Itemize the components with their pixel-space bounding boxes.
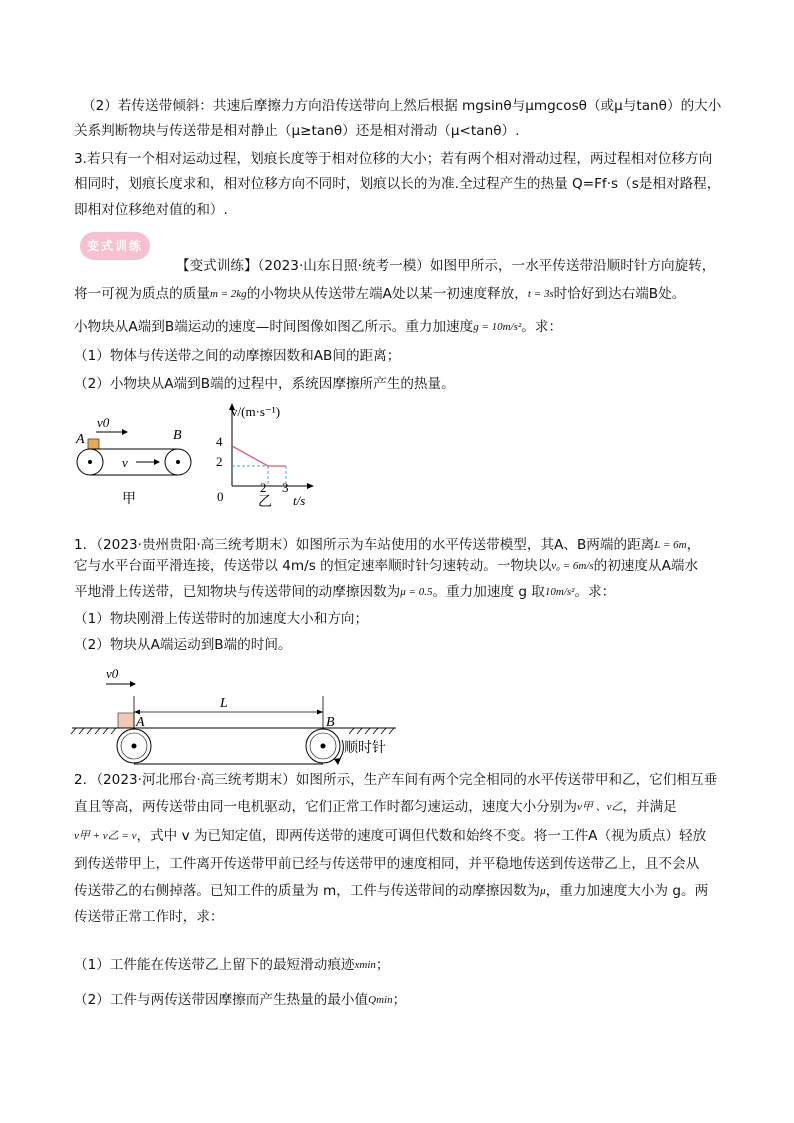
left-axle	[132, 744, 137, 749]
p2-line-2: 直且等高，两传送带由同一电机驱动，它们正常工作时都匀速运动，速度大小分别为v甲 、v乙，并满足	[74, 799, 677, 815]
v0-label: v0	[106, 666, 119, 681]
p2-question-1: （1）工件能在传送带乙上留下的最短滑动痕迹xmin；	[74, 957, 390, 973]
conveyor-figure-jia	[66, 410, 196, 510]
p1-line-2: 它与水平台面平滑连接，传送带以 4m/s 的恒定速率顺时针匀速转动。一物块以v₀ = 6m/s的初速度从A端水	[74, 558, 699, 574]
origin-label: 0	[217, 489, 224, 504]
y-tick-4: 4	[216, 434, 223, 449]
y-tick-2: 2	[216, 454, 223, 469]
x-tick-2: 2	[260, 480, 267, 495]
rotation-arrow-head	[334, 758, 341, 765]
p2-line-3: v甲 + v乙 = v，式中 v 为已知定值，即两传送带的速度可调但代数和始终不变。将一工件A（视为质点）轻放	[74, 828, 707, 844]
p2-question-2: （2）工件与两传送带因摩擦而产生热量的最小值Qmin；	[74, 992, 407, 1008]
p1-line-3: 平地滑上传送带，已知物块与传送带间的动摩擦因数为μ = 0.5。重力加速度 g 取10m/s²。求：	[74, 584, 616, 600]
right-platform-hatch	[349, 728, 394, 734]
variant-line-2: 将一可视为质点的质量m = 2kg的小物块从传送带左端A处以某一初速度释放，t = 3s时恰好到达右端B处。	[74, 286, 686, 302]
end-a-label: A	[136, 715, 145, 730]
p2-line-5: 传送带乙的右侧掉落。已知工件的质量为 m，工件与传送带间的动摩擦因数为μ，重力加速度大小为 g。两	[74, 883, 709, 899]
x-axis-label: t/s	[293, 493, 306, 508]
caption-jia: 甲	[122, 492, 136, 507]
p2-line-4: 到传送带甲上，工件离开传送带甲前已经与传送带甲的速度相同，并平稳地传送到传送带乙上，且不会从	[74, 856, 700, 872]
block	[88, 439, 99, 449]
velocity-segment-1	[232, 446, 268, 466]
text-line: 即相对位移绝对值的和）.	[74, 202, 228, 218]
x-tick-3: 3	[282, 480, 289, 495]
v0-label: v0	[97, 415, 110, 430]
p1-question-2: （2）物块从A端运动到B端的时间。	[74, 637, 292, 653]
text-line: 相同时，划痕长度求和，相对位移方向不同时，划痕以长的为准.全过程产生的热量 Q=Ff·s（s是相对路程，	[74, 176, 721, 192]
variant-line-1: 【变式训练】（2023·山东日照·统考一模）如图甲所示，一水平传送带沿顺时针方向旋转，	[176, 258, 716, 274]
length-l-label: L	[220, 696, 228, 711]
variant-question-1: （1）物体与传送带之间的动摩擦因数和AB间的距离；	[74, 348, 401, 364]
v0-arrow-head	[122, 429, 128, 435]
x-axis-arrow	[307, 483, 314, 489]
left-platform-hatch	[71, 728, 116, 734]
text-line: 3.若只有一个相对运动过程，划痕长度等于相对位移的大小；若有两个相对滑动过程，两过程相对位移方向	[74, 151, 713, 167]
end-b-label: B	[173, 428, 182, 443]
variant-line-3: 小物块从A端到B端运动的速度—时间图像如图乙所示。重力加速度g = 10m/s²。求：	[74, 319, 563, 335]
variant-training-badge: 变式训练	[80, 232, 150, 260]
dim-arrow-left	[134, 710, 140, 715]
v0-arrow-head	[130, 681, 136, 687]
dim-arrow-right	[317, 710, 323, 715]
p2-line-6: 传送带正常工作时，求：	[74, 909, 224, 925]
text-line: 关系判断物块与传送带是相对静止（μ≥tanθ）还是相对滑动（μ<tanθ）.	[74, 123, 520, 139]
right-axle	[321, 744, 326, 749]
right-axle	[176, 460, 180, 464]
p1-line-1: 1．（2023·贵州贵阳·高三统考期末）如图所示为车站使用的水平传送带模型，其A、B两端的距离L = 6m，	[74, 537, 701, 553]
text-line: （2）若传送带倾斜：共速后摩擦力方向沿传送带向上然后根据 mgsinθ与μmgcosθ（或μ与tanθ）的大小	[82, 98, 722, 114]
y-axis-label: v/(m·s⁻¹)	[231, 404, 281, 419]
end-b-label: B	[326, 715, 335, 730]
p1-question-1: （1）物块刚滑上传送带时的加速度大小和方向；	[74, 611, 369, 627]
v-label: v	[122, 455, 128, 470]
conveyor-figure-2	[70, 660, 400, 770]
clockwise-label: 顺时针	[344, 741, 386, 756]
vt-graph	[205, 400, 325, 510]
end-a-label: A	[76, 432, 85, 447]
variant-question-2: （2）小物块从A端到B端的过程中，系统因摩擦所产生的热量。	[74, 376, 455, 392]
caption-yi: 乙	[258, 495, 272, 510]
left-axle	[88, 460, 92, 464]
p2-line-1: 2．（2023·河北邢台·高三统考期末）如图所示，生产车间有两个完全相同的水平传送带甲和乙，它们相互垂	[74, 772, 718, 788]
block	[118, 713, 134, 728]
v-arrow-head	[154, 459, 160, 465]
